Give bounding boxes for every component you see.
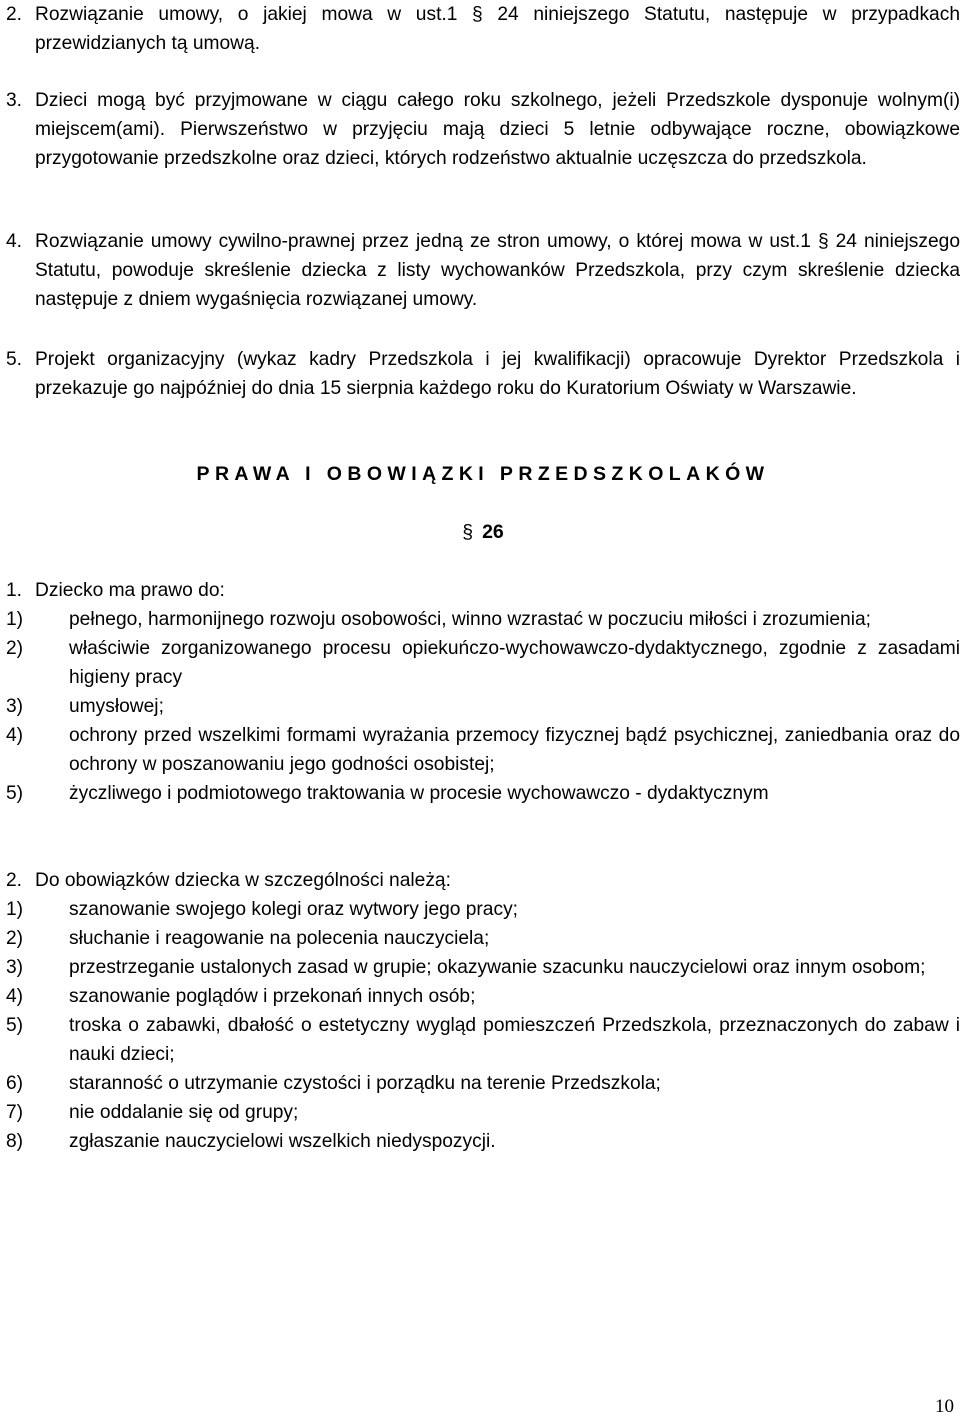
list-item-number: 1) [6,609,24,630]
page-number: 10 [935,1396,954,1417]
rights-intro [6,576,960,605]
list-item-number: 3) [6,957,24,978]
list-item [6,895,960,924]
list-item-number: 7) [6,1102,24,1123]
list-item-number: 1) [6,899,24,920]
duties-number: 2. [6,870,23,891]
list-item-text: szanowanie swojego kolegi oraz wytwory jego pracy; [69,899,518,920]
section-number [6,518,960,547]
rights-section [6,576,960,808]
list-item [6,779,960,808]
list-item-text: nie oddalanie się od grupy; [69,1102,299,1123]
list-item-text: ochrony przed wszelkimi formami wyrażania przemocy fizycznej bądź psychicznej, zaniedbania oraz do ochrony w poszanowaniu jego godności osobistej; [69,725,960,775]
paragraph-5 [6,345,960,403]
list-item-number: 4) [6,986,24,1007]
list-item-text: właściwie zorganizowanego procesu opiekuńczo-wychowawczo-dydaktycznego, zgodnie z zasadami higieny pracy [69,638,960,688]
list-item [6,1011,960,1069]
duties-intro [6,866,960,895]
list-item-text: szanowanie poglądów i przekonań innych osób; [69,986,476,1007]
list-item-number: 2) [6,928,24,949]
list-item [6,1069,960,1098]
list-item-number: 3) [6,696,24,717]
paragraph-2 [6,0,960,58]
list-item-number: 6) [6,1073,24,1094]
document-page [6,0,960,1427]
list-item [6,634,960,692]
list-item [6,924,960,953]
paragraph-number: 4. [6,231,23,252]
paragraph-4 [6,227,960,314]
paragraph-number: 3. [6,90,23,111]
paragraph-text: Rozwiązanie umowy, o jakiej mowa w ust.1 § 24 niniejszego Statutu, następuje w przypadkach przewidzianych tą umową. [35,4,960,54]
list-item-text: życzliwego i podmiotowego traktowania w procesie wychowawczo - dydaktycznym [69,783,769,804]
list-item [6,982,960,1011]
paragraph-3 [6,86,960,173]
list-item-text: przestrzeganie ustalonych zasad w grupie; okazywanie szacunku nauczycielowi oraz innym osobom; [69,957,926,978]
paragraph-number: 5. [6,349,23,370]
list-item [6,721,960,779]
list-item-text: pełnego, harmonijnego rozwoju osobowości, winno wzrastać w poczuciu miłości i zrozumienia; [69,609,871,630]
list-item-text: umysłowej; [69,696,164,717]
list-item [6,1098,960,1127]
section-heading: PRAWA I OBOWIĄZKI PRZEDSZKOLAKÓW [196,463,770,485]
list-item-text: słuchanie i reagowanie na polecenia nauczyciela; [69,928,490,949]
paragraph-text: Rozwiązanie umowy cywilno-prawnej przez jedną ze stron umowy, o której mowa w ust.1 § 24 niniejszego Statutu, powoduje skreślenie dziecka z listy wychowanków Przedszkola, przy czym skreślenie dziecka następuje z dniem wygaśnięcia rozwiązanej umowy. [35,231,960,310]
rights-number: 1. [6,580,23,601]
duties-intro-text: Do obowiązków dziecka w szczególności należą: [35,870,451,891]
rights-intro-text: Dziecko ma prawo do: [35,580,225,601]
list-item [6,953,960,982]
duties-section [6,866,960,1156]
list-item [6,1127,960,1156]
list-item-number: 5) [6,783,24,804]
paragraph-text: Dzieci mogą być przyjmowane w ciągu całego roku szkolnego, jeżeli Przedszkole dysponuje wolnym(i) miejscem(ami). Pierwszeństwo w przyjęciu mają dzieci 5 letnie odbywające roczne, obowiązkowe przygotowanie przedszkolne oraz dzieci, których rodzeństwo aktualnie uczęszcza do przedszkola. [35,90,960,169]
list-item-number: 2) [6,638,24,659]
list-item-number: 5) [6,1015,24,1036]
list-item-text: staranność o utrzymanie czystości i porządku na terenie Przedszkola; [69,1073,661,1094]
list-item-text: zgłaszanie nauczycielowi wszelkich niedyspozycji. [69,1131,496,1152]
paragraph-number: 2. [6,4,23,25]
paragraph-text: Projekt organizacyjny (wykaz kadry Przedszkola i jej kwalifikacji) opracowuje Dyrektor Przedszkola i przekazuje go najpóźniej do dnia 15 sierpnia każdego roku do Kuratorium Oświaty w Warszawie. [35,349,960,399]
list-item-number: 8) [6,1131,24,1152]
list-item [6,605,960,634]
list-item-text: troska o zabawki, dbałość o estetyczny wygląd pomieszczeń Przedszkola, przeznaczonych do zabaw i nauki dzieci; [69,1015,960,1065]
list-item-number: 4) [6,725,24,746]
list-item [6,692,960,721]
section-symbol: § [462,521,474,543]
section-number-value: 26 [482,521,504,543]
